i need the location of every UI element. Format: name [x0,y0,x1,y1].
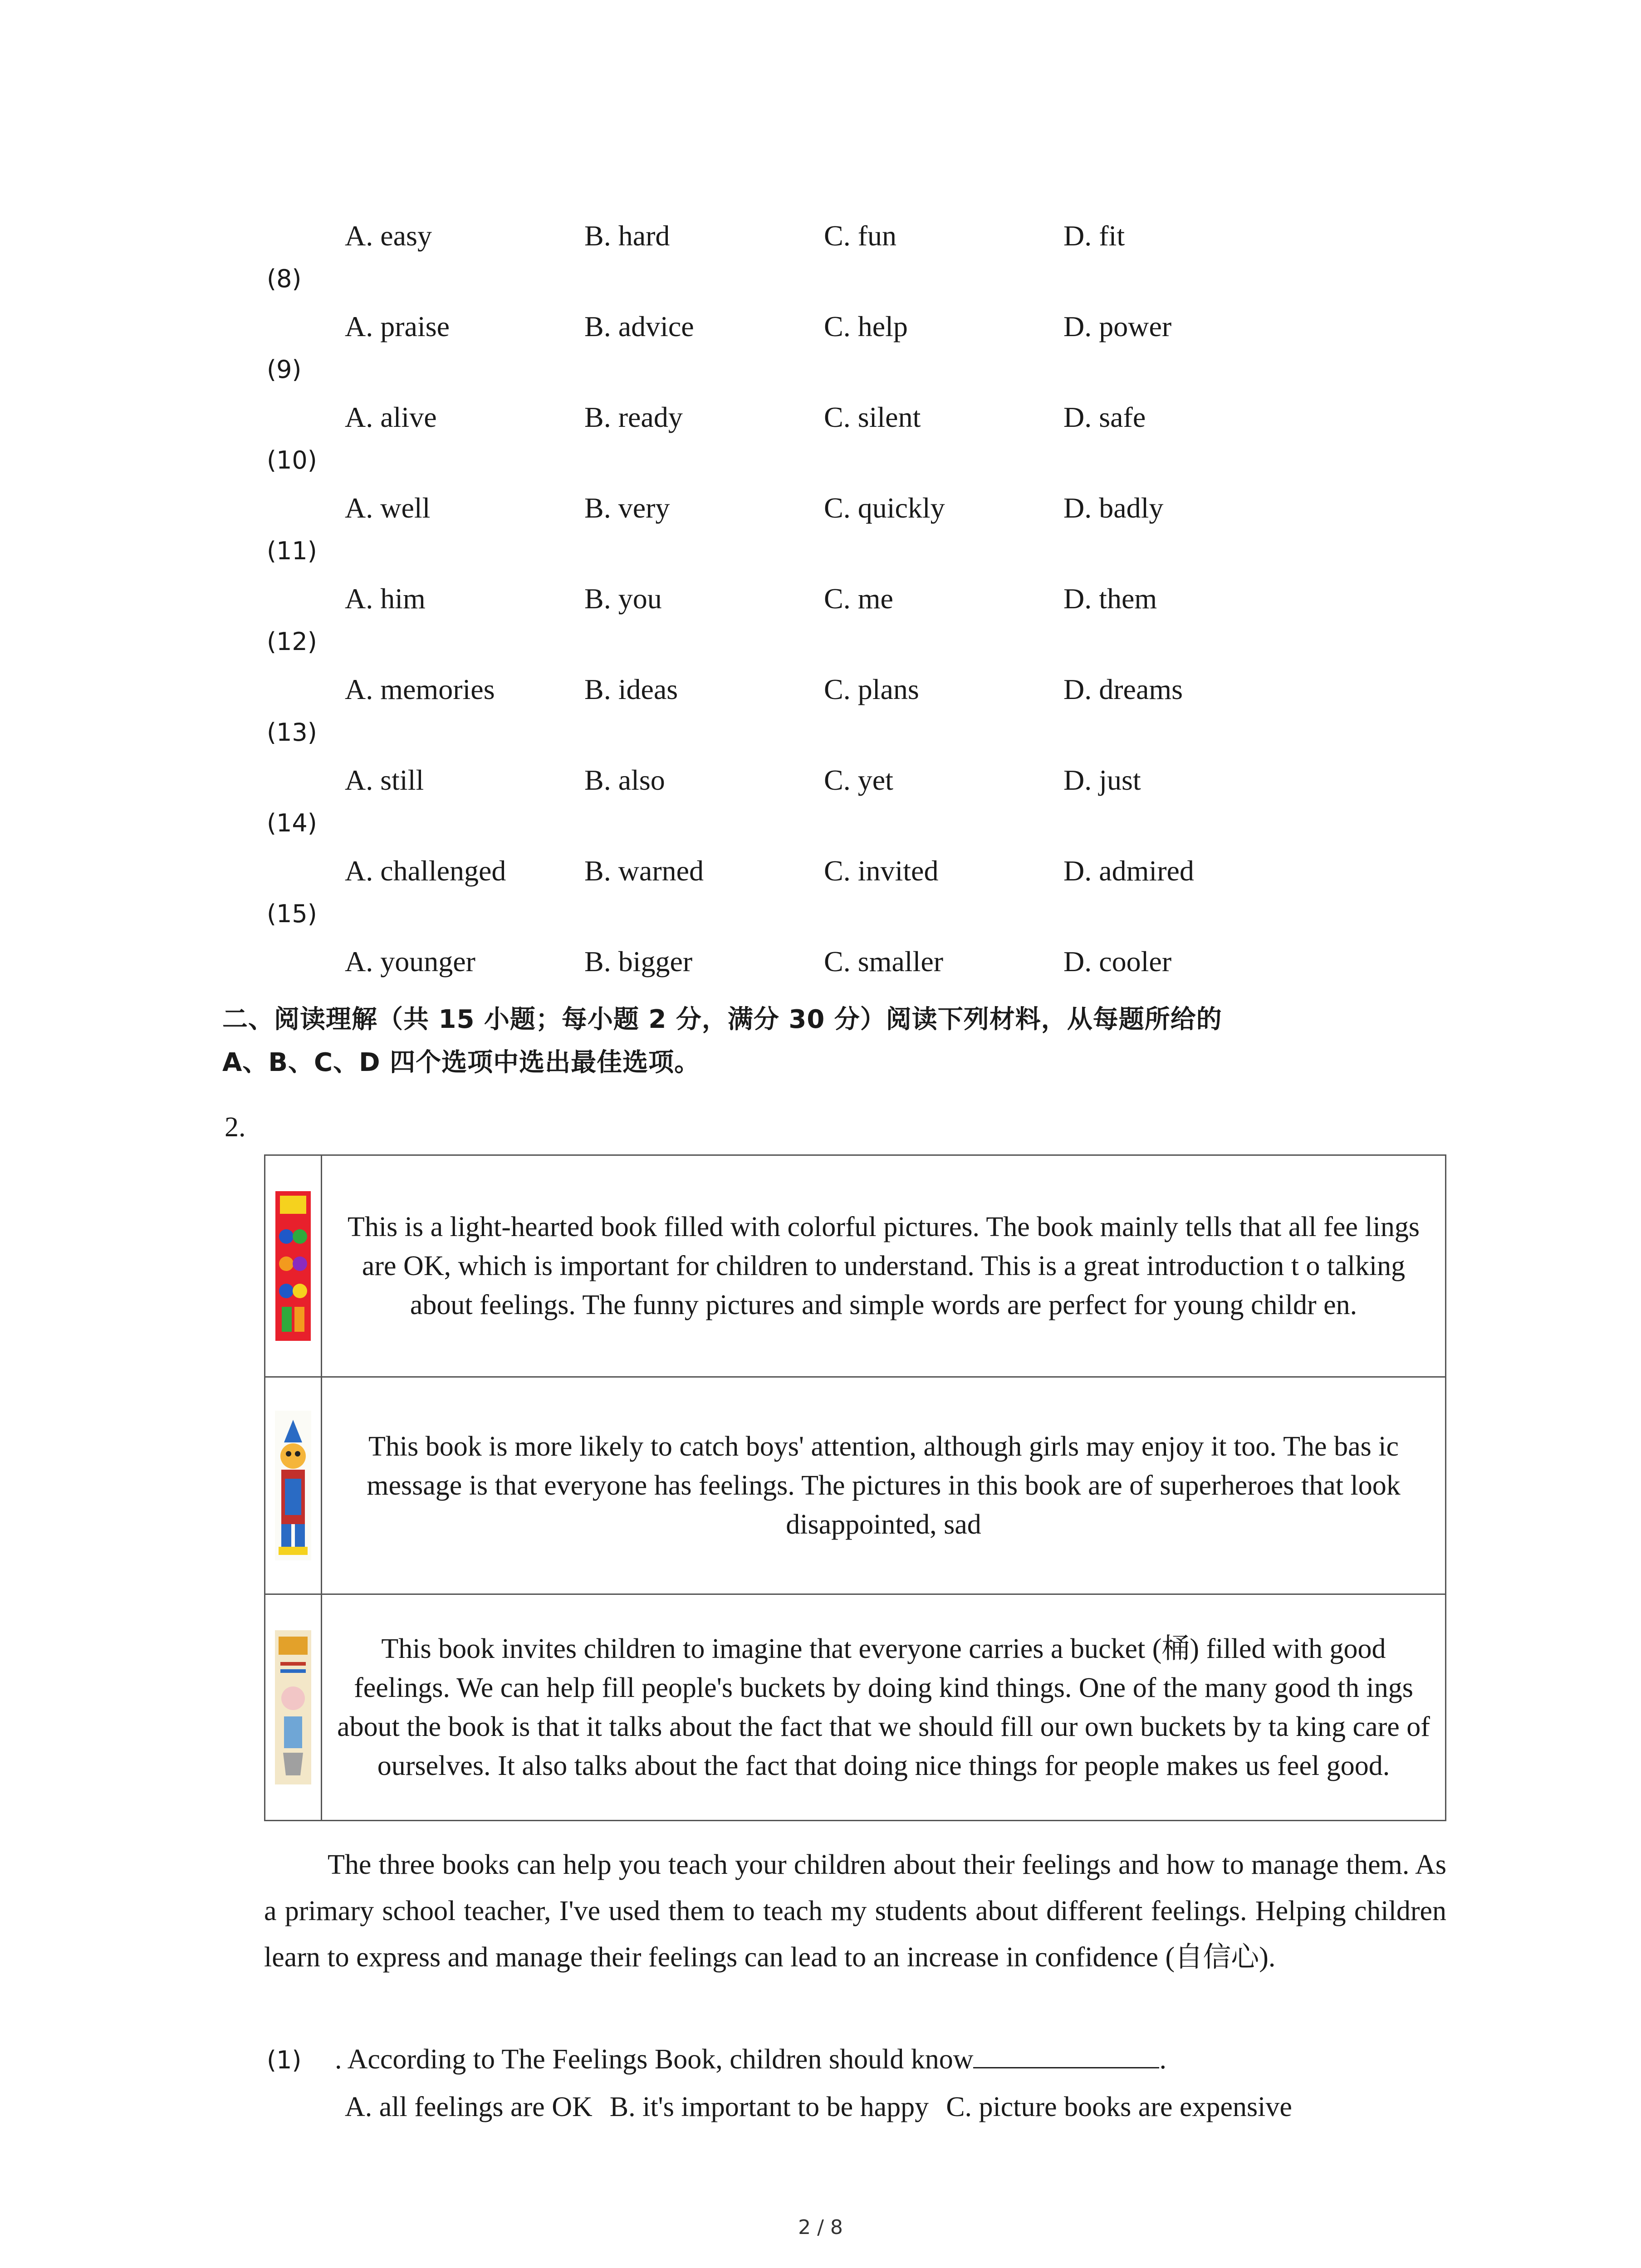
option-a: A. still [345,764,424,796]
option-d: D. safe [1063,401,1146,433]
option-d: D. badly [1063,492,1164,524]
book-table [264,1154,1446,1821]
cloze-options-row [345,758,1343,803]
cloze-options-row [345,395,1343,440]
option-a: A. well [345,492,431,524]
option-c: C. fun [824,220,896,252]
option-d: D. dreams [1063,673,1183,705]
option-c: C. me [824,582,893,615]
question-number: (1) [267,2046,302,2074]
question-number: (14) [267,809,317,837]
book-row [265,1155,1446,1377]
option-a: A. alive [345,401,437,433]
option-a: A. easy [345,220,432,252]
cloze-options-row [345,848,1343,894]
question-stem: . According to The Feelings Book, children should know [335,2044,974,2075]
answer-blank[interactable] [973,2040,1159,2068]
option-b: B. ready [584,401,683,433]
question-stem-end: . [1159,2044,1166,2075]
cloze-options-row [345,304,1343,349]
option-c: C. plans [824,673,919,705]
superhero-book-cover-icon [275,1411,311,1560]
section-heading-line1: 二、阅读理解（共 15 小题；每小题 2 分，满分 30 分）阅读下列材料，从每题所给的 [222,1005,1222,1034]
option-a: A. praise [345,310,450,342]
book-description: This book invites children to imagine that everyone carries a bucket (桶) filled with good feelings. We can help fill people's buckets by doing kind things. One of the many good th ings about the book is that it talks about the fact that we should fill our own buckets by ta king care of ourselves. It also talks about the fact that doing nice things for people makes us feel good. [322,1594,1446,1821]
cloze-options-row [345,576,1343,621]
book-row [265,1377,1446,1594]
option-a: A. challenged [345,855,506,887]
option-b: B. hard [584,220,670,252]
option-d: D. just [1063,764,1141,796]
option-c: C. invited [824,855,939,887]
option-d: D. power [1063,310,1172,342]
bucket-book-cover-icon [275,1630,311,1784]
question-number: (9) [267,355,302,384]
option-b: B. also [584,764,665,796]
question-number: (13) [267,718,317,747]
option-c: C. yet [824,764,893,796]
option-c[interactable]: C. picture books are expensive [946,2092,1292,2122]
cloze-options-row [345,485,1343,531]
section-heading-line2: A、B、C、D 四个选项中选出最佳选项。 [222,1048,700,1077]
option-d: D. admired [1063,855,1194,887]
question-number: (10) [267,446,317,474]
option-b: B. you [584,582,662,615]
book-row [265,1594,1446,1821]
option-a: A. him [345,582,426,615]
question-number: (15) [267,899,317,928]
option-a: A. memories [345,673,495,705]
question-1-options [345,2087,1309,2127]
question-number: (12) [267,627,317,656]
cloze-options-row [345,667,1343,712]
page-indicator: 2 / 8 [798,2216,843,2239]
book-thumbnail [265,1594,322,1821]
question-number: (8) [267,264,302,293]
question-number: (11) [267,537,317,565]
option-b: B. ideas [584,673,678,705]
colorful-book-cover-icon [275,1191,311,1341]
option-b[interactable]: B. it's important to be happy [609,2092,929,2122]
option-a[interactable]: A. all feelings are OK [345,2092,593,2122]
book-thumbnail [265,1155,322,1377]
question-1 [267,2039,1166,2081]
option-c: C. quickly [824,492,945,524]
option-d: D. fit [1063,220,1125,252]
option-d: D. cooler [1063,945,1172,978]
option-b: B. advice [584,310,694,342]
option-d: D. them [1063,582,1157,615]
option-b: B. warned [584,855,704,887]
option-b: B. very [584,492,670,524]
cloze-options-row [345,213,1343,259]
option-c: C. smaller [824,945,944,978]
cloze-options-row [345,939,1343,984]
option-c: C. silent [824,401,921,433]
book-description: This book is more likely to catch boys' attention, although girls may enjoy it too. The bas ic message is that everyone has feelings. The pictures in this book are of superheroes that look disappointed, sad [322,1377,1446,1594]
book-description: This is a light-hearted book filled with colorful pictures. The book mainly tells that all fee lings are OK, which is important for children to understand. This is a great introduction t o talking about feelings. The funny pictures and simple words are perfect for young childr en. [322,1155,1446,1377]
item-number: 2. [225,1112,246,1143]
passage-paragraph: The three books can help you teach your children about their feelings and how to manage them. As a primary school teacher, I've used them to teach my students about different feelings. Helping children learn to express and manage their feelings can lead to an increase in confidence (自信心). [264,1849,1446,1973]
option-c: C. help [824,310,908,342]
option-b: B. bigger [584,945,693,978]
book-thumbnail [265,1377,322,1594]
section-heading [222,998,1447,1084]
option-a: A. younger [345,945,475,978]
